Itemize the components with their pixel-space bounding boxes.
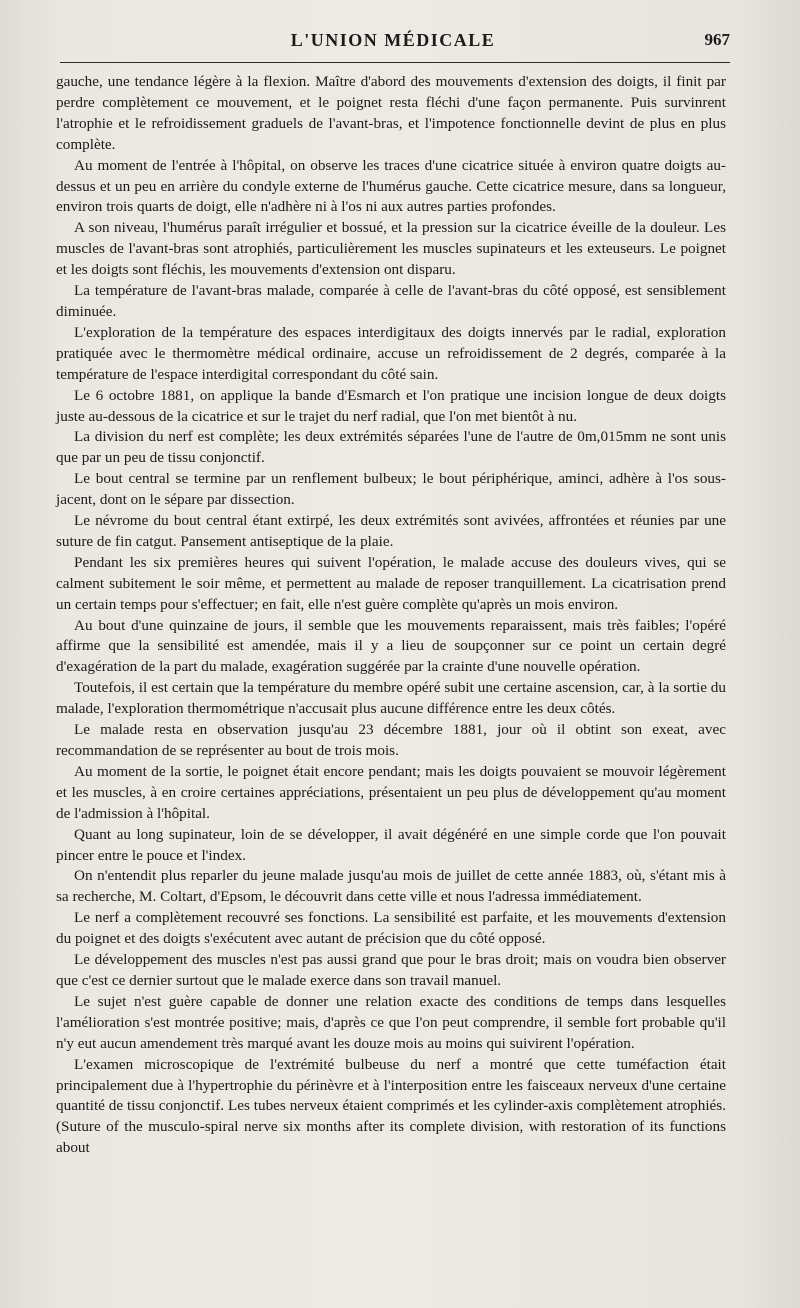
paragraph: gauche, une tendance légère à la flexion. Maître d'abord des mouvements d'extension des doigts, il finit par perdre complètement ce mouvement, et le poignet resta fléchi d'une façon permanente. Puis survinrent l'atrophie et le refroidissement graduels de l'avant-bras, et l'impotence fonctionnelle devint de plus en plus complète. <box>56 73 726 153</box>
paragraph: Le sujet n'est guère capable de donner une relation exacte des conditions de temps dans lesquelles l'amélioration s'est montrée positive; mais, d'après ce que l'on peut comprendre, il semble fort probable qu'il n'y eut aucun amendement très marqué avant les douze mois au moins qui suivirent l'opération. <box>56 992 726 1052</box>
header-rule <box>60 62 730 63</box>
article-body <box>56 72 726 1159</box>
paragraph: Le malade resta en observation jusqu'au 23 décembre 1881, jour où il obtint son exeat, avec recommandation de se représenter au bout de trois mois. <box>56 721 726 759</box>
paragraph: Quant au long supinateur, loin de se développer, il avait dégénéré en une simple corde que l'on pouvait pincer entre le pouce et l'index. <box>56 825 726 864</box>
paragraph: L'exploration de la température des espaces interdigitaux des doigts innervés par le radial, exploration pratiquée avec le thermomètre médical ordinaire, accuse un refroidissement de 2 degrés, comparée à la température de l'espace interdigital correspondant du côté sain. <box>56 323 726 383</box>
paragraph: La division du nerf est complète; les deux extrémités séparées l'une de l'autre de 0m,015mm ne sont unis que par un peu de tissu conjonctif. <box>56 428 726 467</box>
running-title: L'UNION MÉDICALE <box>290 30 496 50</box>
page-number: 967 <box>704 30 730 49</box>
paragraph: Pendant les six premières heures qui suivent l'opération, le malade accuse des douleurs vives, qui se calment subitement le soir même, et permettent au malade de reposer tranquillement. La cicatrisation prend un certain temps pour s'effectuer; en fait, elle n'est guère complète qu'après un mois environ. <box>56 553 726 613</box>
paragraph: Le nerf a complètement recouvré ses fonctions. La sensibilité est parfaite, et les mouvements d'extension du poignet et des doigts s'exécutent avec autant de précision que du côté opposé. <box>56 909 726 948</box>
paragraph: Au moment de la sortie, le poignet était encore pendant; mais les doigts pouvaient se mouvoir légèrement et les muscles, à en croire certaines appréciations, présentaient un peu plus de développement qu'au moment de l'admission à l'hôpital. <box>56 762 726 822</box>
paragraph: Toutefois, il est certain que la température du membre opéré subit une certaine ascension, car, à la sortie du malade, l'exploration thermométrique n'accusait plus aucune différence entre les deux côtés. <box>56 679 726 718</box>
paragraph: Au moment de l'entrée à l'hôpital, on observe les traces d'une cicatrice située à environ quatre doigts au-dessus et un peu en arrière du condyle externe de l'humérus gauche. Cette cicatrice mesure, dans sa longueur, environ trois quarts de doigt, elle n'adhère ni à l'os ni aux autres parties profondes. <box>56 156 726 216</box>
paragraph: On n'entendit plus reparler du jeune malade jusqu'au mois de juillet de cette année 1883, où, s'étant mis à sa recherche, M. Coltart, d'Epsom, le découvrit dans cette ville et nous l'adressa immédiatement. <box>56 867 726 906</box>
paragraph: L'examen microscopique de l'extrémité bulbeuse du nerf a montré que cette tuméfaction était principalement due à l'hypertrophie du périnèvre et à l'interposition entre les faisceaux nerveux d'une certaine quantité de tissu conjonctif. Les tubes nerveux étaient comprimés et les cylinder-axis complètement atrophiés. (Suture of the musculo-spiral nerve six months after its complete division, with restoration of its functions about <box>56 1055 726 1157</box>
paragraph: Le développement des muscles n'est pas aussi grand que pour le bras droit; mais on voudra bien observer que c'est ce dernier surtout que le malade exerce dans son travail manuel. <box>56 951 726 989</box>
page-header <box>56 30 730 54</box>
paragraph: Le névrome du bout central étant extirpé, les deux extrémités sont avivées, affrontées et réunies par une suture de fin catgut. Pansement antiseptique de la plaie. <box>56 512 726 550</box>
paragraph: La température de l'avant-bras malade, comparée à celle de l'avant-bras du côté opposé, est sensiblement diminuée. <box>56 282 726 320</box>
paragraph: Le 6 octobre 1881, on applique la bande d'Esmarch et l'on pratique une incision longue de deux doigts juste au-dessous de la cicatrice et sur le trajet du nerf radial, que l'on met bientôt à nu. <box>56 386 726 425</box>
paragraph: A son niveau, l'humérus paraît irrégulier et bossué, et la pression sur la cicatrice éveille de la douleur. Les muscles de l'avant-bras sont atrophiés, particulièrement les muscles supinateurs et les exteuseurs. Le poignet et les doigts sont fléchis, les mouvements d'extension ont disparu. <box>56 219 726 279</box>
paragraph: Au bout d'une quinzaine de jours, il semble que les mouvements reparaissent, mais très faibles; l'opéré affirme que la sensibilité est amendée, mais il y a lieu de soupçonner sur ce point un certain degré d'exagération de la part du malade, exagération suggérée par la crainte d'une nouvelle opération. <box>56 616 726 676</box>
paragraph: Le bout central se termine par un renflement bulbeux; le bout périphérique, aminci, adhère à l'os sous-jacent, dont on le sépare par dissection. <box>56 470 726 509</box>
